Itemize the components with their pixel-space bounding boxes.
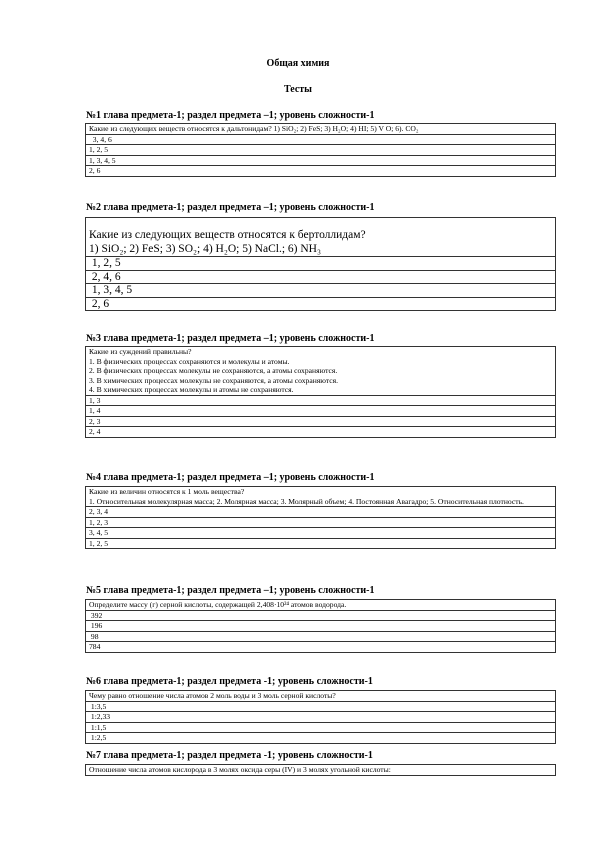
section-6-option-4[interactable]: 1:2,5: [86, 733, 556, 744]
section-4-option-1[interactable]: 2, 3, 4: [86, 507, 556, 518]
section-1-option-1[interactable]: 3, 4, 6: [86, 134, 556, 145]
section-5-option-1[interactable]: 392: [86, 610, 556, 621]
section-3-option-3[interactable]: 2, 3: [86, 416, 556, 427]
section-7-heading: №7 глава предмета-1; раздел предмета -1; уровень сложности-1: [86, 750, 373, 761]
section-1-table: [85, 123, 556, 177]
section-3-option-2[interactable]: 1, 4: [86, 406, 556, 417]
section-6-option-2[interactable]: 1:2,33: [86, 712, 556, 723]
section-2-option-4[interactable]: 2, 6: [86, 297, 556, 311]
section-4-question-line-1: Какие из величин относятся к 1 моль вещества?: [89, 487, 245, 496]
section-2-question-line-1: Какие из следующих веществ относятся к бертоллидам?: [89, 229, 366, 241]
section-5-option-4[interactable]: 784: [86, 642, 556, 653]
section-3-option-4[interactable]: 2, 4: [86, 427, 556, 438]
section-2-heading: №2 глава предмета-1; раздел предмета –1; уровень сложности-1: [86, 202, 375, 213]
section-4-heading: №4 глава предмета-1; раздел предмета –1; уровень сложности-1: [86, 472, 375, 483]
section-5-question: Определите массу (г) серной кислоты, содержащей 2,408·10²⁴ атомов водорода.: [86, 600, 556, 611]
section-4-table: [85, 486, 556, 549]
section-3-option-1[interactable]: 1, 3: [86, 395, 556, 406]
section-2-option-2[interactable]: 2, 4, 6: [86, 270, 556, 284]
section-6-option-1[interactable]: 1:3,5: [86, 701, 556, 712]
section-4-option-2[interactable]: 1, 2, 3: [86, 517, 556, 528]
section-3-question-line-3: 2. В физических процессах молекулы не сохраняются, а атомы сохраняются.: [89, 366, 338, 375]
section-1-question: Какие из следующих веществ относятся к дальтонидам? 1) SiO₂; 2) FeS; 3) H₂O; 4) HI; 5) V O; 6). CO₂: [86, 124, 556, 135]
document-subtitle: Тесты: [283, 84, 312, 95]
section-1-option-3[interactable]: 1, 3, 4, 5: [86, 155, 556, 166]
section-2-option-3[interactable]: 1, 3, 4, 5: [86, 284, 556, 298]
section-5-heading: №5 глава предмета-1; раздел предмета –1; уровень сложности-1: [86, 585, 375, 596]
section-4-question: [86, 487, 556, 507]
section-2-table: [85, 217, 556, 311]
section-1-option-2[interactable]: 1, 2, 5: [86, 145, 556, 156]
section-3-question-line-2: 1. В физических процессах сохраняются и молекулы и атомы.: [89, 356, 290, 366]
section-7-question: Отношение числа атомов кислорода в 3 молях оксида серы (IV) и 3 молях угольной кислоты:: [86, 765, 556, 776]
section-4-option-3[interactable]: 3, 4, 5: [86, 528, 556, 539]
section-1-option-4[interactable]: 2, 6: [86, 166, 556, 177]
section-6-option-3[interactable]: 1:1,5: [86, 722, 556, 733]
section-1-heading: №1 глава предмета-1; раздел предмета –1; уровень сложности-1: [86, 110, 375, 121]
section-6-heading: №6 глава предмета-1; раздел предмета -1; уровень сложности-1: [86, 676, 373, 687]
section-5-table: [85, 599, 556, 653]
section-3-question-line-5: 4. В химических процессах молекулы и атомы не сохраняются.: [89, 385, 294, 394]
section-3-table: [85, 346, 556, 438]
section-3-question-line-4: 3. В химических процессах молекулы не сохраняются, а атомы сохраняются.: [89, 375, 339, 385]
section-5-option-2[interactable]: 196: [86, 621, 556, 632]
section-2-option-1[interactable]: 1, 2, 5: [86, 257, 556, 271]
document-title: Общая химия: [266, 58, 330, 69]
section-4-option-4[interactable]: 1, 2, 5: [86, 538, 556, 549]
section-2-question: [86, 218, 556, 257]
section-2-question-line-2: 1) SiO₂; 2) FeS; 3) SO₂; 4) H₂O; 5) NaCl.; 6) NH₃: [89, 243, 321, 255]
section-5-option-3[interactable]: 98: [86, 631, 556, 642]
section-6-table: [85, 690, 556, 744]
section-4-question-line-2: 1. Относительная молекулярная масса; 2. Молярная масса; 3. Молярный объем; 4. Постоянная Авагадро; 5. Относительная плотность.: [89, 496, 524, 506]
section-6-question: Чему равно отношение числа атомов 2 моль воды и 3 моль серной кислоты?: [86, 691, 556, 702]
section-7-table: [85, 764, 556, 776]
section-3-question-line-1: Какие из суждений правильны?: [89, 347, 192, 356]
section-3-heading: №3 глава предмета-1; раздел предмета –1; уровень сложности-1: [86, 333, 375, 344]
section-3-question: [86, 347, 556, 396]
